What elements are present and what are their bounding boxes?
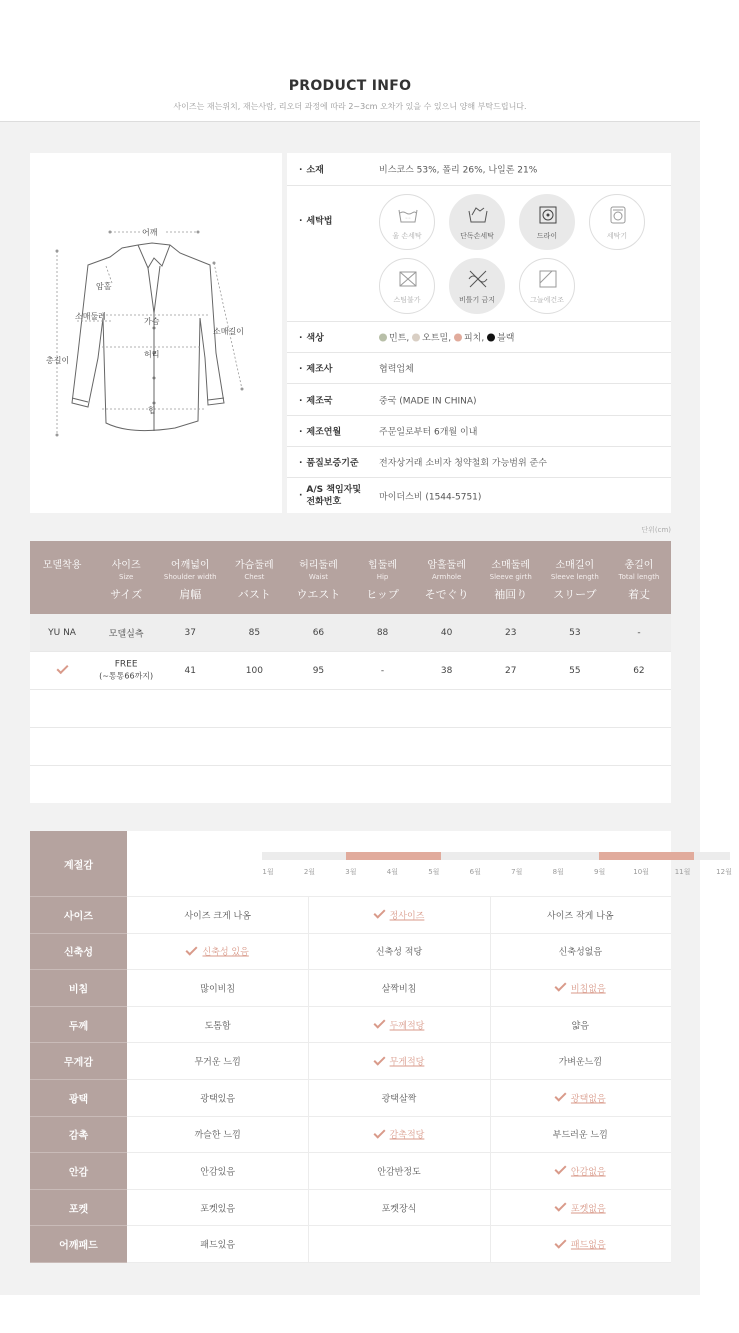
table-cell: 41 [184,666,196,676]
no-tumble-dry-icon: 스팀불가 [379,258,435,314]
table-cell: 66 [312,628,325,638]
single-hand-wash-icon: 단독손세탁 [449,194,505,250]
model-worn-check-icon [30,652,94,690]
feel-option: 사이즈 크게 나옴 [184,911,251,922]
dry-clean-icon: 드라이 [519,194,575,250]
feel-label: 어깨패드 [30,1226,127,1263]
feel-label: 무게감 [30,1043,127,1080]
size-header-cell: 암홀둘레 Armhole そでぐり [424,560,469,601]
feel-label: 비침 [30,970,127,1007]
feel-option [308,1226,489,1262]
hand-wash-icon: ◦◦ 울 손세탁 [379,194,435,250]
month-label: 8월 [552,868,564,876]
label-sleeve-girth: 소매둘레 [75,312,106,321]
month-label: 7월 [511,868,523,876]
info-row-country: · 제조국 중국 (MADE IN CHINA) [287,384,671,416]
fabric-feel-table [30,831,732,1263]
washing-machine-icon: 세탁기 [589,194,645,250]
size-header-cell: 총길이 Total length 着丈 [618,560,660,601]
table-cell: 38 [440,666,453,676]
header [0,0,700,122]
feel-option-selected: 신축성 있음 [127,934,308,970]
size-notice: 사이즈는 재는위치, 재는사람, 리오더 과정에 따라 2~3cm 오차가 있을 수 있으니 양해 부탁드립니다. [173,102,527,111]
month-label: 3월 [345,868,357,876]
table-row-model [30,614,671,652]
feel-row [127,1080,671,1117]
table-row-empty [30,690,671,728]
feel-option: 패드있음 [200,1240,236,1251]
feel-option: 얇음 [571,1021,590,1032]
product-info-list [287,153,671,513]
season-highlight [599,852,694,860]
label-sleeve-length: 소매길이 [213,327,244,336]
label-hip: 힙 [148,406,156,415]
table-cell: 85 [248,628,261,638]
label-chest: 가슴 [144,317,160,326]
feel-option: 광택살짝 [381,1094,417,1105]
info-row-manufacturer: · 제조사 협력업체 [287,353,671,384]
table-row-empty [30,766,671,803]
feel-option: 무거운 느낌 [194,1057,241,1068]
check-icon [373,1017,385,1029]
feel-option-selected: 두께적당 [308,1007,489,1043]
size-cell-free: FREE (~통통66까지) [99,659,154,681]
feel-option: 안감반정도 [377,1167,421,1178]
feel-option-selected: 비침없음 [490,970,671,1006]
info-row-date: · 제조연월 주문일로부터 6개월 이내 [287,416,671,447]
feel-option: 도톰함 [204,1021,231,1032]
feel-option: 포켓장식 [381,1204,417,1215]
table-cell: YU NA [48,628,76,638]
feel-option-selected: 광택없음 [490,1080,671,1116]
info-row-material: · 소재 비스코스 53%, 폴리 26%, 나일론 21% [287,153,671,186]
info-row-quality: · 품질보증기준 전자상거래 소비자 청약철회 가능범위 준수 [287,447,671,478]
table-cell: - [637,628,641,638]
month-label: 12월 [716,868,732,876]
month-label: 1월 [262,868,274,876]
feel-option-selected: 정사이즈 [308,897,489,933]
month-label: 4월 [386,868,398,876]
check-icon [554,1090,566,1102]
month-label: 5월 [428,868,440,876]
feel-row [127,970,671,1007]
table-cell: 88 [376,628,389,638]
shade-dry-icon: 그늘에건조 [519,258,575,314]
feel-label: 안감 [30,1153,127,1190]
feel-label: 두께 [30,1007,127,1044]
size-header-cell: 허리둘레 Waist ウエスト [296,560,341,601]
feel-label: 광택 [30,1080,127,1117]
table-cell: 55 [569,666,581,676]
feel-option: 부드러운 느낌 [552,1130,608,1141]
feel-row [127,1153,671,1190]
size-header-cell: 힙둘레 Hip ヒップ [366,560,399,601]
feel-option: 안감있음 [200,1167,236,1178]
size-header-cell: 소매길이 Sleeve length スリーブ [550,560,599,601]
check-icon [373,907,385,919]
color-swatch-oatmeal [412,334,420,342]
label-shoulder: 어깨 [142,228,158,237]
month-label: 2월 [303,868,316,876]
month-label: 11월 [674,868,691,876]
table-cell: 40 [440,628,453,638]
table-cell: 100 [245,666,263,676]
feel-option: 많이비침 [200,984,236,995]
feel-option: 사이즈 작게 나옴 [547,911,614,922]
table-cell: 95 [312,666,325,676]
info-row-as: · A/S 책임자및 전화번호 마이더스비 (1544-5751) [287,478,671,513]
feel-option: 가벼운느낌 [558,1057,603,1068]
unit-label: 단위(cm) [641,526,671,534]
page-title: PRODUCT INFO [288,78,412,94]
garment-diagram [30,153,282,513]
feel-row [127,1226,671,1263]
label-total-length: 총길이 [46,356,70,365]
feel-option-selected: 안감없음 [490,1153,671,1189]
season-row [127,831,732,897]
check-icon [554,1163,566,1175]
check-icon [554,1200,566,1212]
color-swatch-black [487,334,495,342]
feel-option: 살짝비침 [381,984,417,995]
check-icon [373,1127,385,1139]
month-label: 6월 [469,868,481,876]
feel-row [127,1190,671,1227]
feel-row [127,1007,671,1044]
season-bar [262,852,730,860]
size-header-cell: 어깨넓이 Shoulder width 肩幅 [163,560,217,601]
table-cell: 37 [184,628,196,638]
feel-option-selected: 무게적당 [308,1043,489,1079]
shirt-illustration [30,153,282,513]
feel-option: 광택있음 [200,1094,236,1105]
size-header-cell: 모델착용 [42,560,82,571]
feel-label: 포켓 [30,1190,127,1227]
size-header-cell: 사이즈 Size サイズ [110,560,143,601]
check-icon [554,1236,566,1248]
check-icon [186,944,198,956]
table-cell: 62 [633,666,645,676]
color-swatch-peach [454,334,462,342]
feel-option: 신축성없음 [558,947,603,958]
feel-option-selected: 패드없음 [490,1226,671,1262]
svg-text:◦◦: ◦◦ [405,216,411,222]
feel-label: 감촉 [30,1117,127,1154]
table-row-empty [30,728,671,766]
size-table-header [30,541,671,614]
feel-label-season: 계절감 [30,831,127,897]
check-icon [554,980,566,992]
color-list: 민트, 오트밀, 피치, 블랙 [379,331,514,344]
table-cell: - [380,666,385,676]
table-cell: 23 [505,628,517,638]
feel-label: 신축성 [30,934,127,971]
check-icon [373,1053,385,1065]
feel-row [127,934,671,971]
feel-option: 까슬한 느낌 [194,1130,241,1141]
feel-option: 포켓있음 [200,1204,236,1215]
feel-option-selected: 포켓없음 [490,1190,671,1226]
season-highlight [346,852,441,860]
size-header-cell: 소매둘레 Sleeve girth 袖回り [489,560,532,601]
table-row-free [30,652,671,690]
label-waist: 허리 [144,350,160,359]
month-label: 10월 [633,868,649,876]
feel-option: 신축성 적당 [375,947,423,958]
info-row-washing: · 세탁법 ◦◦ 울 손세탁 단독손세탁 드라이 세탁기 스팀불가 비틀기 금지 그늘에건조 [287,186,671,322]
table-cell: 모델실측 [108,629,144,640]
info-row-colors: · 색상 민트, 오트밀, 피치, 블랙 [287,322,671,353]
feel-label: 사이즈 [30,897,127,934]
feel-row [127,897,671,934]
color-swatch-mint [379,334,387,342]
table-cell: 53 [569,628,581,638]
month-label: 9월 [594,868,606,876]
size-header-cell: 가슴둘레 Chest バスト [235,560,274,601]
feel-row [127,1117,671,1154]
no-wring-icon: 비틀기 금지 [449,258,505,314]
feel-option-selected: 감촉적당 [308,1117,489,1153]
feel-row [127,1043,671,1080]
table-cell: 27 [505,666,517,676]
label-armhole: 암홀 [96,282,112,291]
